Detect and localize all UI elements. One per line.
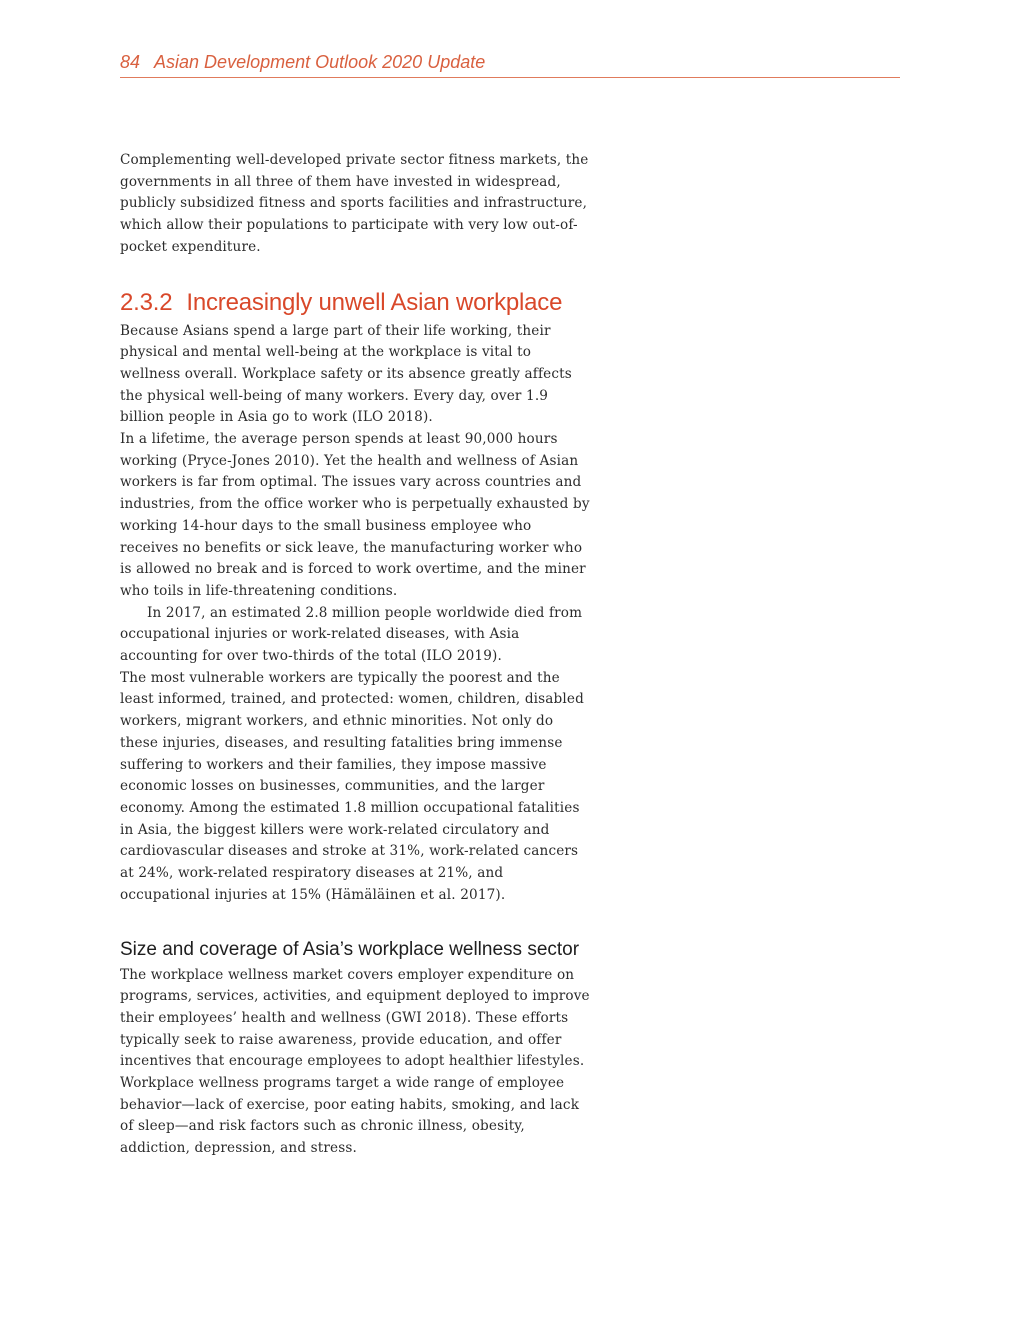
- intro-paragraph: Complementing well-developed private sector fitness markets, the governments in all three of them have invested in widespread, publicly subsidized fitness and sports facilities and infrastructure, which allow their populations to participate with very low out-of-pocket expenditure.: [120, 152, 589, 255]
- section-number: 2.3.2: [120, 288, 173, 316]
- section-paragraph-2: In a lifetime, the average person spends at least 90,000 hours working (Pryce-Jones 2010). Yet the health and wellness of Asian workers is far from optimal. The issues vary across countries and industries, from the office worker who is perpetually exhausted by working 14-hour days to the small business employee who receives no benefits or sick leave, the manufacturing worker who is allowed no break and is forced to work overtime, and the miner who toils in life-threatening conditions.: [120, 431, 590, 599]
- section-paragraph-1: Because Asians spend a large part of their life working, their physical and mental well-being at the workplace is vital to wellness overall. Workplace safety or its absence greatly affects the physical well-being of many workers. Every day, over 1.9 billion people in Asia go to work (ILO 2018).: [120, 322, 572, 426]
- section-title: Increasingly unwell Asian workplace: [186, 288, 563, 316]
- subsection-heading: Size and coverage of Asia’s workplace wellness sector: [120, 938, 580, 960]
- section-heading: [120, 289, 590, 317]
- subsection-paragraph: The workplace wellness market covers employer expenditure on programs, services, activities, and equipment deployed to improve their employees’ health and wellness (GWI 2018). These efforts typically seek to raise awareness, provide education, and offer incentives that encourage employees to adopt healthier lifestyles. Workplace wellness programs target a wide range of employee behavior—lack of exercise, poor eating habits, smoking, and lack of sleep—and risk factors such as chronic illness, obesity, addiction, depression, and stress.: [120, 966, 590, 1157]
- main-text-column: [120, 150, 590, 1160]
- publication-title: Asian Development Outlook 2020 Update: [154, 52, 486, 72]
- section-paragraph-4: The most vulnerable workers are typically the poorest and the least informed, trained, and protected: women, children, disabled workers, migrant workers, and ethnic minorities. Not only do these injuries, diseases, and resulting fatalities bring immense suffering to workers and their families, they impose massive economic losses on businesses, communities, and the larger economy. Among the estimated 1.8 million occupational fatalities in Asia, the biggest killers were work-related circulatory and cardiovascular diseases and stroke at 31%, work-related cancers at 24%, work-related respiratory diseases at 21%, and occupational injuries at 15% (Hämäläinen et al. 2017).: [120, 669, 584, 903]
- section-paragraph-3: In 2017, an estimated 2.8 million people worldwide died from occupational injuries or work-related diseases, with Asia accounting for over two-thirds of the total (ILO 2019).: [120, 604, 583, 665]
- page-number: 84: [120, 52, 141, 72]
- running-header: [120, 52, 900, 78]
